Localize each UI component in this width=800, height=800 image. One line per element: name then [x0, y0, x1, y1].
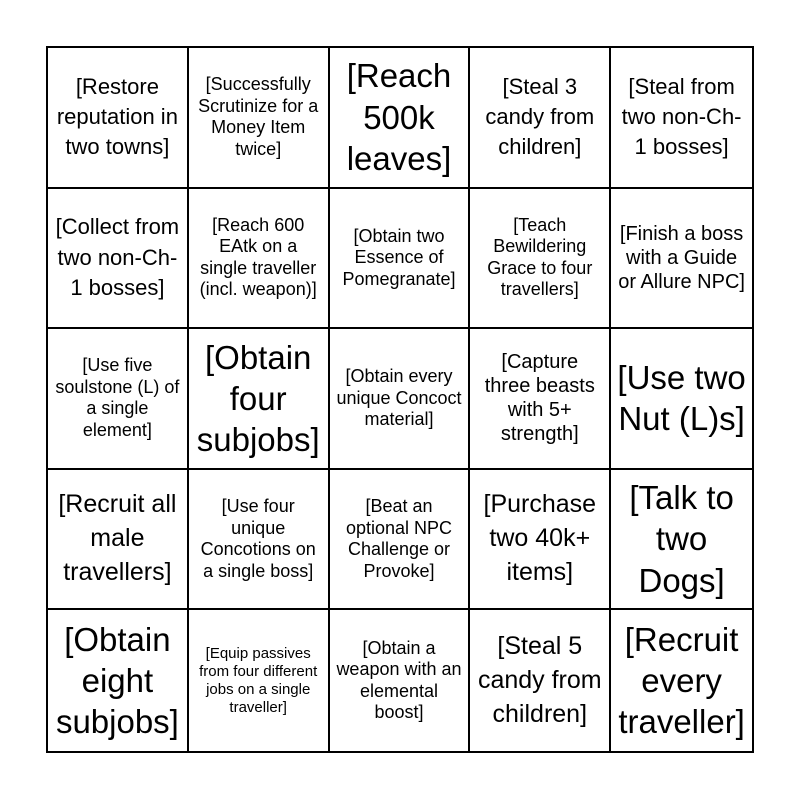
cell-text: [Use two Nut (L)s]: [617, 359, 746, 438]
cell-text: [Use five soulstone (L) of a single element]: [55, 355, 180, 441]
bingo-cell[interactable]: [330, 610, 471, 751]
bingo-cell[interactable]: [611, 470, 752, 611]
bingo-cell[interactable]: [611, 189, 752, 330]
bingo-cell[interactable]: [189, 189, 330, 330]
bingo-cell[interactable]: [611, 329, 752, 470]
cell-text: [Steal 5 candy from children]: [477, 632, 602, 728]
cell-text: [Teach Bewildering Grace to four travellers]: [487, 214, 593, 300]
bingo-cell[interactable]: [330, 329, 471, 470]
bingo-cell[interactable]: [189, 48, 330, 189]
bingo-cell[interactable]: [48, 48, 189, 189]
cell-text: [Collect from two non-Ch-1 bosses]: [55, 214, 180, 301]
cell-text: [Purchase two 40k+ items]: [483, 490, 597, 586]
bingo-cell[interactable]: [189, 470, 330, 611]
cell-text: [Steal from two non-Ch-1 bosses]: [621, 73, 742, 160]
cell-text: [Reach 500k leaves]: [346, 57, 452, 177]
bingo-cell[interactable]: [611, 48, 752, 189]
cell-text: [Steal 3 candy from children]: [485, 73, 595, 160]
bingo-cell[interactable]: [330, 48, 471, 189]
bingo-cell[interactable]: [470, 610, 611, 751]
cell-text: [Finish a boss with a Guide or Allure NPC]: [618, 222, 745, 293]
cell-text: [Talk to two Dogs]: [629, 479, 734, 599]
bingo-cell[interactable]: [189, 610, 330, 751]
bingo-cell[interactable]: [330, 189, 471, 330]
bingo-cell[interactable]: [48, 189, 189, 330]
cell-text: [Restore reputation in two towns]: [56, 73, 178, 160]
bingo-cell[interactable]: [330, 470, 471, 611]
cell-text: [Reach 600 EAtk on a single traveller (incl. weapon)]: [199, 214, 317, 300]
bingo-cell[interactable]: [189, 329, 330, 470]
cell-text: [Obtain a weapon with an elemental boost]: [336, 637, 462, 723]
cell-text: [Use four unique Concotions on a single boss]: [200, 495, 316, 581]
cell-text: [Equip passives from four different jobs on a single traveller]: [199, 644, 318, 716]
cell-text: [Capture three beasts with 5+ strength]: [484, 351, 595, 446]
bingo-cell[interactable]: [470, 48, 611, 189]
cell-text: [Obtain eight subjobs]: [55, 620, 179, 741]
cell-text: [Recruit every traveller]: [618, 620, 745, 741]
bingo-cell[interactable]: [470, 189, 611, 330]
cell-text: [Recruit all male travellers]: [58, 490, 177, 586]
bingo-cell[interactable]: [470, 329, 611, 470]
bingo-cell[interactable]: [48, 470, 189, 611]
cell-text: [Obtain every unique Concoct material]: [336, 366, 462, 430]
cell-text: [Beat an optional NPC Challenge or Provoke]: [345, 495, 453, 581]
cell-text: [Successfully Scrutinize for a Money Item twice]: [198, 74, 319, 159]
bingo-cell[interactable]: [48, 329, 189, 470]
bingo-cell[interactable]: [48, 610, 189, 751]
bingo-cell[interactable]: [470, 470, 611, 611]
bingo-cell[interactable]: [611, 610, 752, 751]
bingo-board: [46, 46, 754, 753]
cell-text: [Obtain two Essence of Pomegranate]: [342, 225, 456, 289]
cell-text: [Obtain four subjobs]: [196, 338, 320, 459]
